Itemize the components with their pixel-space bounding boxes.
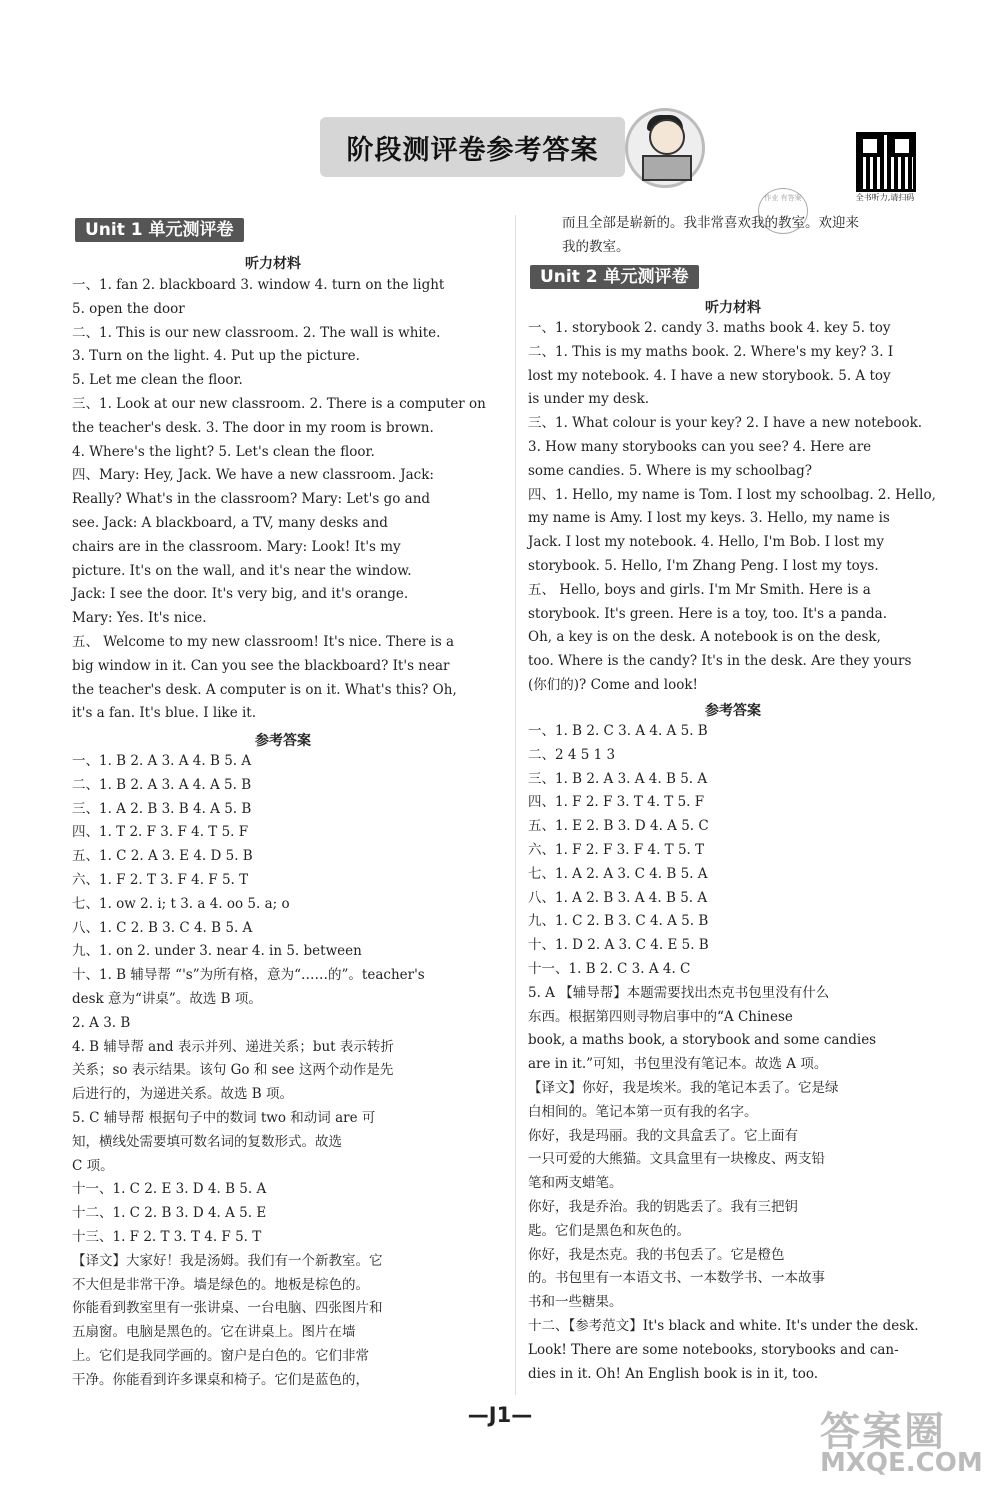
- text-line: some candies. 5. Where is my schoolbag?: [528, 462, 812, 479]
- text-line: 九、1. on 2. under 3. near 4. in 5. between: [72, 943, 362, 960]
- text-line: big window in it. Can you see the blackboard? It's near: [72, 657, 450, 674]
- text-line: chairs are in the classroom. Mary: Look! It's my: [72, 538, 401, 555]
- text-line: is under my desk.: [528, 391, 650, 408]
- text-line: 四、1. T 2. F 3. F 4. T 5. F: [72, 824, 249, 841]
- page-number: —J1—: [467, 1403, 533, 1427]
- text-line: the teacher's desk. 3. The door in my room is brown.: [72, 419, 434, 436]
- text-line: dies in it. Oh! An English book is in it, too.: [528, 1365, 819, 1382]
- text-line: Jack: I see the door. It's very big, and it's orange.: [72, 586, 409, 603]
- text-line: 3. Turn on the light. 4. Put up the picture.: [72, 348, 360, 365]
- text-line: 十、1. B 辅导帮 “'s”为所有格，意为“……的”。teacher's: [72, 967, 425, 984]
- text-line: 三、1. B 2. A 3. A 4. B 5. A: [528, 770, 708, 787]
- text-line: 八、1. A 2. B 3. A 4. B 5. A: [528, 889, 708, 906]
- text-line: 三、1. Look at our new classroom. 2. There is a computer on: [72, 395, 486, 412]
- unit1-answers: [72, 750, 425, 1393]
- text-line: storybook. 5. Hello, I'm Zhang Peng. I lost my toys.: [528, 557, 879, 574]
- text-line: Mary: Yes. It's nice.: [72, 610, 207, 627]
- text-line: 关系；so 表示结果。该句 Go 和 see 这两个动作是先: [72, 1062, 394, 1079]
- text-line: 九、1. C 2. B 3. C 4. A 5. B: [528, 913, 709, 930]
- text-line: 十二、1. C 2. B 3. D 4. A 5. E: [72, 1205, 267, 1222]
- qr-caption: 全书听力,请扫码: [855, 193, 915, 202]
- text-line: 四、Mary: Hey, Jack. We have a new classroom. Jack:: [72, 467, 434, 484]
- text-line: 七、1. A 2. A 3. C 4. B 5. A: [528, 865, 708, 882]
- text-line: Look! There are some notebooks, storybooks and can-: [528, 1341, 899, 1358]
- text-line: 二、1. B 2. A 3. A 4. A 5. B: [72, 776, 252, 793]
- column-divider: [515, 215, 516, 1395]
- text-line: 十、1. D 2. A 3. C 4. E 5. B: [528, 937, 709, 954]
- text-line: it's a fan. It's blue. I like it.: [72, 705, 257, 722]
- text-line: 二、1. This is our new classroom. 2. The wall is white.: [72, 324, 441, 341]
- text-line: 一、1. fan 2. blackboard 3. window 4. turn on the light: [72, 277, 445, 293]
- qr-code-icon[interactable]: [856, 132, 916, 192]
- unit1-translation-end: [562, 212, 859, 260]
- text-line: 五扇窗。电脑是黑色的。它在讲桌上。图片在墙: [72, 1324, 356, 1341]
- text-line: too. Where is the candy? It's in the desk. Are they yours: [528, 653, 912, 670]
- watermark: [820, 1400, 983, 1478]
- text-line: 四、1. F 2. F 3. T 4. T 5. F: [528, 794, 705, 811]
- unit1-answers-title: 参考答案: [255, 733, 311, 749]
- text-line: 二、1. This is my maths book. 2. Where's my key? 3. I: [528, 343, 894, 360]
- text-line: 白相间的。笔记本第一页有我的名字。: [528, 1103, 758, 1120]
- text-line: book, a maths book, a storybook and some candies: [528, 1032, 877, 1049]
- text-line: 十三、1. F 2. T 3. T 4. F 5. T: [72, 1228, 262, 1245]
- text-line: 一、1. B 2. C 3. A 4. A 5. B: [528, 723, 708, 739]
- unit2-answers: [528, 720, 919, 1386]
- text-line: Oh, a key is on the desk. A notebook is on the desk,: [528, 629, 881, 646]
- text-line: 六、1. F 2. F 3. F 4. T 5. T: [528, 841, 705, 858]
- text-line: 六、1. F 2. T 3. F 4. F 5. T: [72, 871, 249, 888]
- text-line: 不大但是非常干净。墙是绿色的。地板是棕色的。: [72, 1276, 369, 1293]
- text-line: 3. How many storybooks can you see? 4. Here are: [528, 438, 872, 455]
- text-line: 五、1. E 2. B 3. D 4. A 5. C: [528, 818, 709, 835]
- text-line: 5. A 【辅导帮】本题需要找出杰克书包里没有什么: [528, 984, 830, 1001]
- text-line: 五、 Hello, boys and girls. I'm Mr Smith. Here is a: [528, 581, 871, 598]
- text-line: 干净。你能看到许多课桌和椅子。它们是蓝色的，: [72, 1371, 369, 1388]
- unit2-heading: Unit 2 单元测评卷: [530, 265, 699, 289]
- text-line: 5. Let me clean the floor.: [72, 372, 243, 389]
- text-line: 笔和两支蜡笔。: [528, 1175, 623, 1192]
- watermark-en: MXQE.COM: [820, 1448, 983, 1478]
- text-line: 2. A 3. B: [72, 1014, 131, 1031]
- text-line: storybook. It's green. Here is a toy, too. It's a panda.: [528, 605, 888, 622]
- unit2-answers-title: 参考答案: [705, 703, 761, 719]
- text-line: 三、1. A 2. B 3. B 4. A 5. B: [72, 800, 252, 817]
- text-line: 你能看到教室里有一张讲桌、一台电脑、四张图片和: [72, 1300, 383, 1317]
- watermark-cn: 答案圈: [820, 1409, 946, 1455]
- text-line: picture. It's on the wall, and it's near the window.: [72, 562, 412, 579]
- text-line: 八、1. C 2. B 3. C 4. B 5. A: [72, 919, 253, 936]
- text-line: 四、1. Hello, my name is Tom. I lost my schoolbag. 2. Hello,: [528, 486, 936, 503]
- text-line: 你好，我是杰克。我的书包丢了。它是橙色: [528, 1246, 785, 1263]
- text-line: 知，横线处需要填可数名词的复数形式。故选: [72, 1133, 342, 1150]
- text-line: 上。它们是我同学画的。窗户是白色的。它们非常: [72, 1347, 369, 1364]
- homework-stamp: 作业 有答案: [758, 188, 808, 234]
- text-line: 你好，我是玛丽。我的文具盒丢了。它上面有: [528, 1127, 798, 1144]
- unit1-listening-title: 听力材料: [245, 256, 301, 272]
- text-line: lost my notebook. 4. I have a new storybook. 5. A toy: [528, 367, 891, 384]
- text-line: 5. C 辅导帮 根据句子中的数词 two 和动词 are 可: [72, 1109, 376, 1126]
- text-line: 匙。它们是黑色和灰色的。: [528, 1222, 690, 1239]
- student-reading-illustration: [625, 108, 705, 188]
- text-line: 后进行的，为递进关系。故选 B 项。: [72, 1086, 294, 1103]
- text-line: see. Jack: A blackboard, a TV, many desks and: [72, 514, 388, 531]
- text-line: 十一、1. B 2. C 3. A 4. C: [528, 960, 691, 977]
- text-line: my name is Amy. I lost my keys. 3. Hello, my name is: [528, 510, 890, 527]
- text-line: 十二、【参考范文】It's black and white. It's under the desk.: [528, 1317, 919, 1334]
- text-line: Really? What's in the classroom? Mary: Let's go and: [72, 491, 431, 508]
- text-line: 三、1. What colour is your key? 2. I have a new notebook.: [528, 415, 923, 432]
- unit2-listening-title: 听力材料: [705, 300, 761, 316]
- page-title: 阶段测评卷参考答案: [320, 117, 625, 177]
- text-line: 而且全部是崭新的。我非常喜欢我的教室。欢迎来: [562, 215, 859, 231]
- text-line: 东西。根据第四则寻物启事中的“A Chinese: [528, 1008, 793, 1025]
- text-line: are in it.”可知，书包里没有笔记本。故选 A 项。: [528, 1056, 828, 1073]
- text-line: 一、1. storybook 2. candy 3. maths book 4. key 5. toy: [528, 320, 891, 336]
- text-line: 书和一些糖果。: [528, 1294, 623, 1311]
- text-line: the teacher's desk. A computer is on it. What's this? Oh,: [72, 681, 457, 698]
- text-line: 五、 Welcome to my new classroom! It's nice. There is a: [72, 633, 455, 650]
- text-line: 4. B 辅导帮 and 表示并列、递进关系；but 表示转折: [72, 1038, 394, 1055]
- text-line: 我的教室。: [562, 238, 630, 255]
- text-line: 五、1. C 2. A 3. E 4. D 5. B: [72, 848, 253, 865]
- text-line: 一只可爱的大熊猫。文具盒里有一块橡皮、两支铅: [528, 1151, 825, 1168]
- text-line: 5. open the door: [72, 300, 185, 317]
- text-line: (你们的)? Come and look!: [528, 676, 698, 693]
- text-line: 七、1. ow 2. i; t 3. a 4. oo 5. a; o: [72, 895, 290, 912]
- text-line: 【译文】大家好！我是汤姆。我们有一个新教室。它: [72, 1252, 383, 1269]
- text-line: Jack. I lost my notebook. 4. Hello, I'm Bob. I lost my: [528, 534, 884, 551]
- unit2-listening-text: [528, 317, 936, 698]
- text-line: 【译文】你好，我是埃米。我的笔记本丢了。它是绿: [528, 1079, 839, 1096]
- unit1-heading: Unit 1 单元测评卷: [75, 218, 244, 242]
- text-line: desk 意为“讲桌”。故选 B 项。: [72, 990, 262, 1007]
- text-line: 一、1. B 2. A 3. A 4. B 5. A: [72, 753, 252, 769]
- text-line: 十一、1. C 2. E 3. D 4. B 5. A: [72, 1181, 267, 1198]
- unit1-listening-text: [72, 274, 486, 726]
- text-line: 你好，我是乔治。我的钥匙丢了。我有三把钥: [528, 1198, 798, 1215]
- text-line: 4. Where's the light? 5. Let's clean the floor.: [72, 443, 375, 460]
- text-line: 二、2 4 5 1 3: [528, 746, 616, 763]
- text-line: 的。书包里有一本语文书、一本数学书、一本故事: [528, 1270, 825, 1287]
- text-line: C 项。: [72, 1157, 114, 1174]
